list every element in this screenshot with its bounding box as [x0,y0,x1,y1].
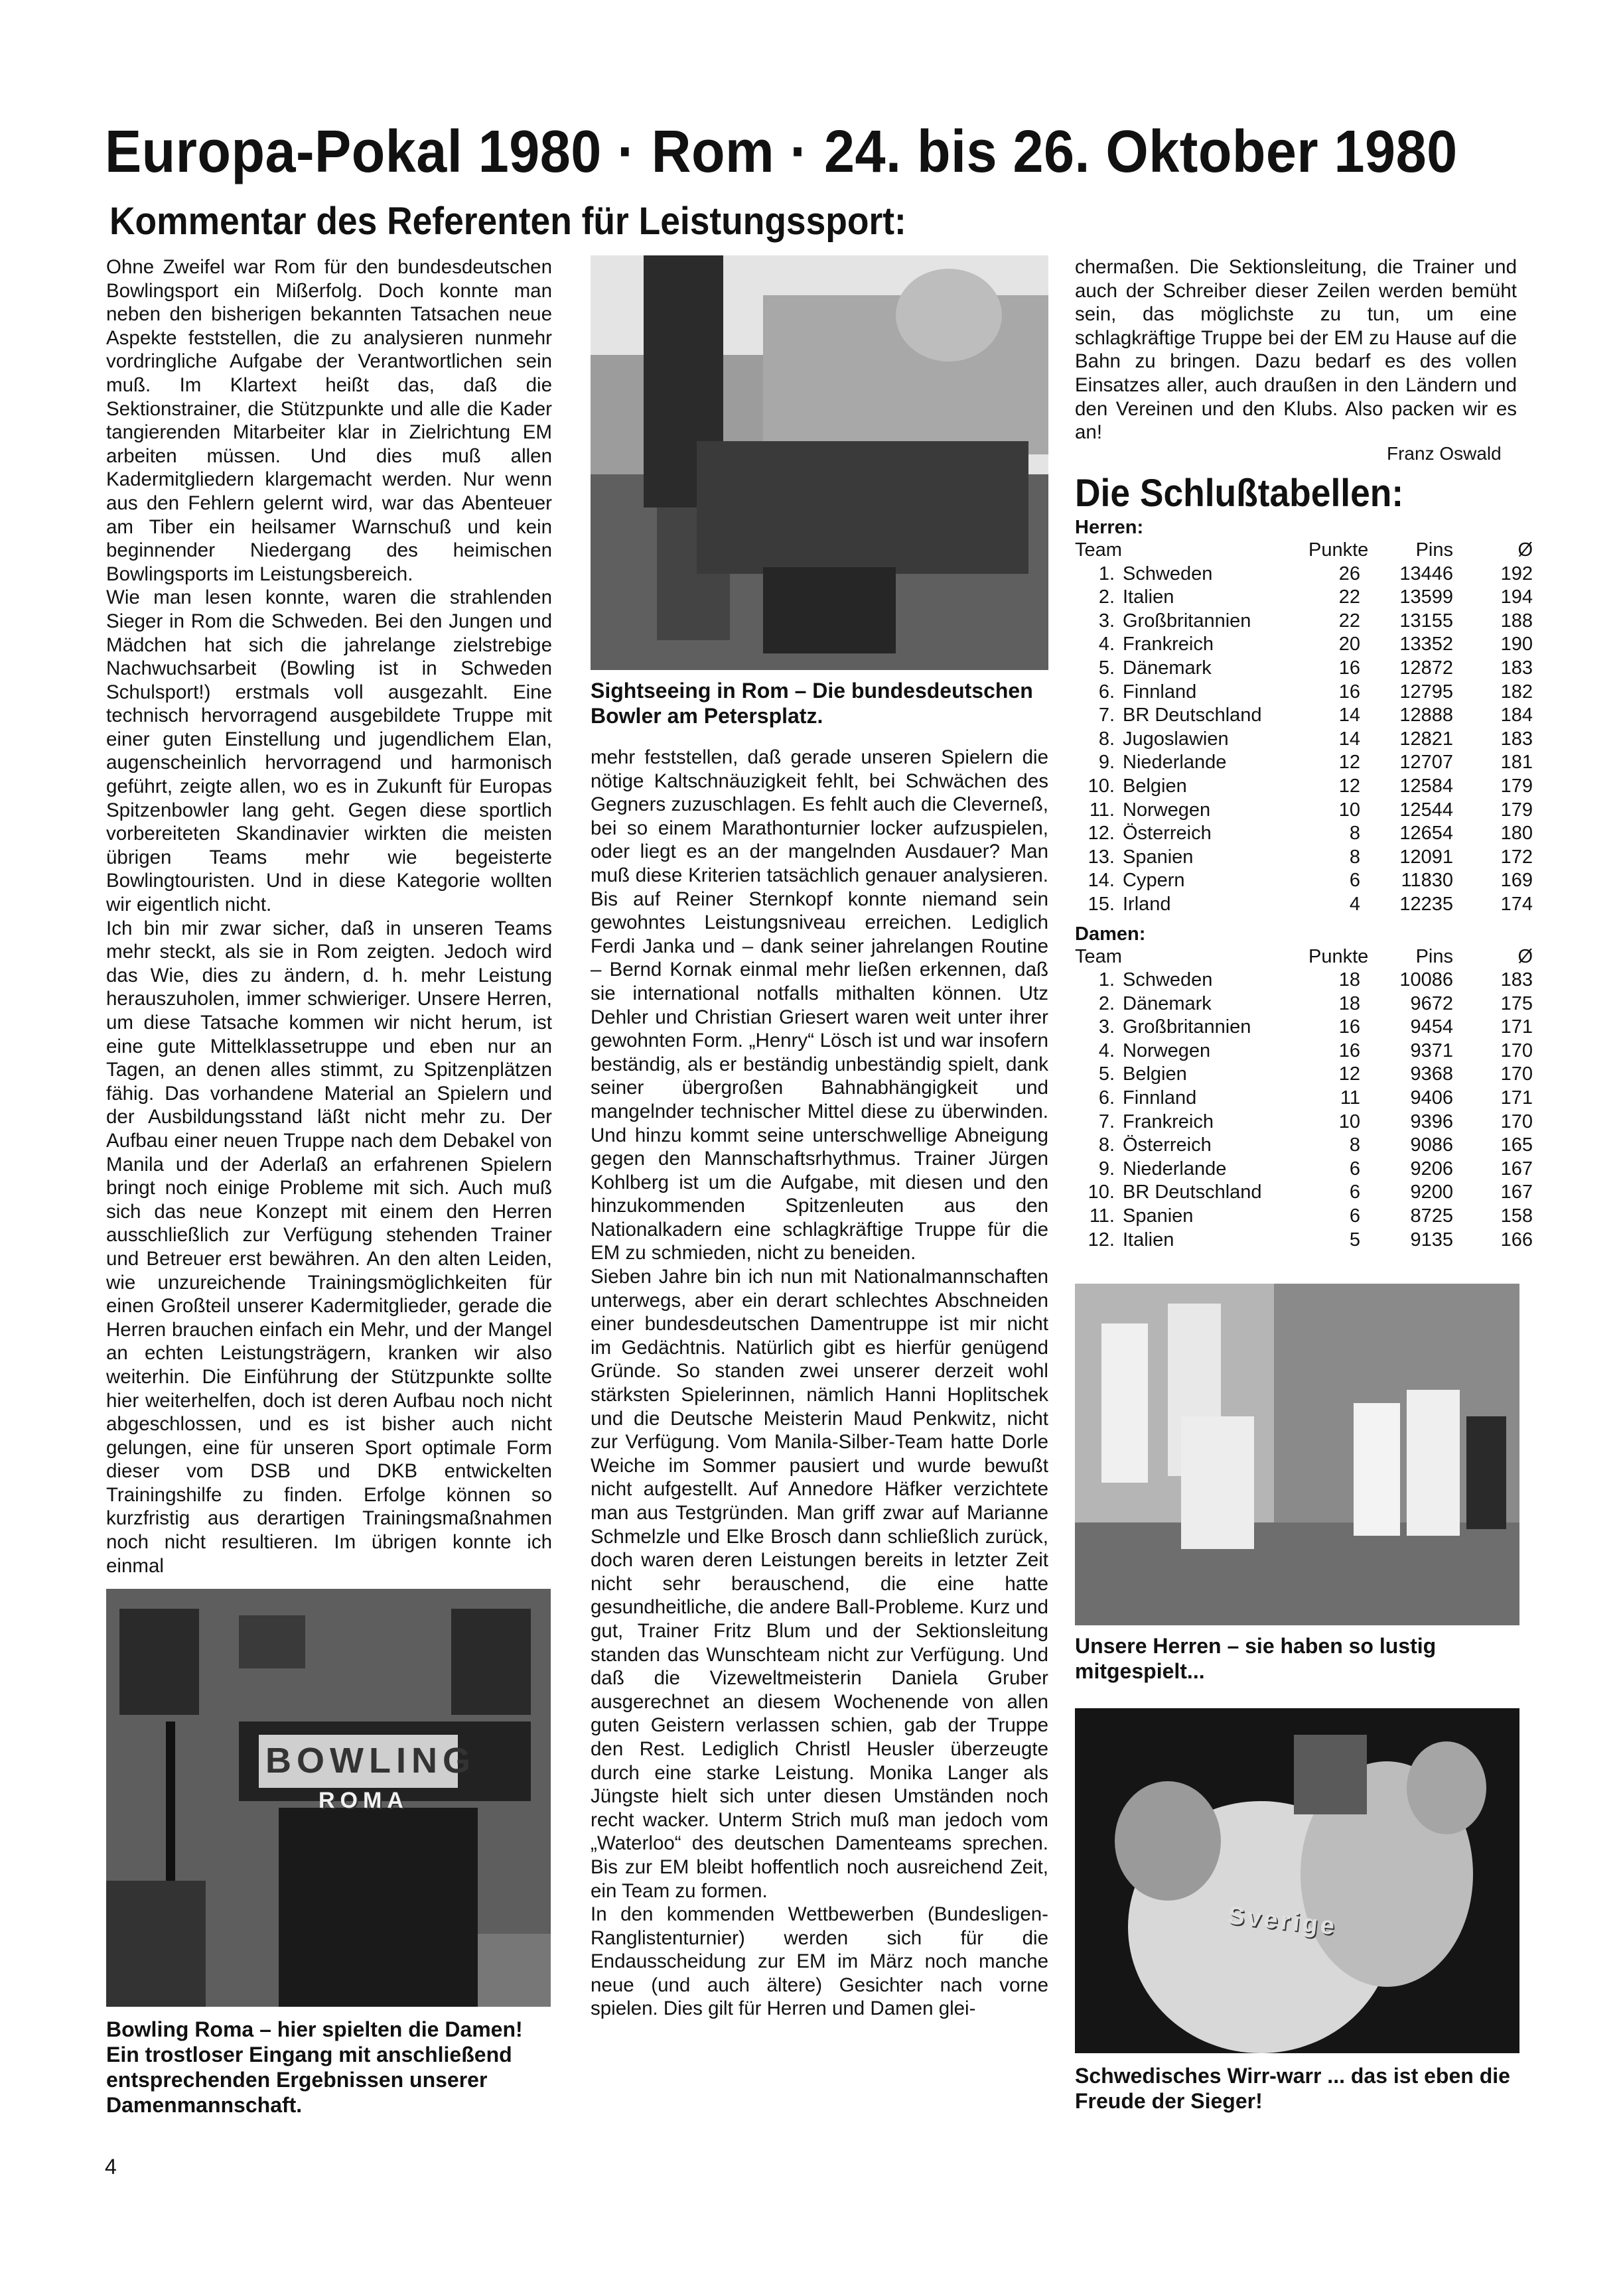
rome-caption: Sightseeing in Rom – Die bundesdeutschen Bowler am Petersplatz. [591,679,1033,728]
table-row [1075,869,1533,893]
header-pins: Pins [1415,945,1453,967]
tables-title: Die Schlußtabellen: [1075,472,1404,515]
table-row [1075,1040,1533,1063]
table-row [1075,1229,1533,1252]
punkte-cell: 6 [1349,1205,1360,1227]
team-cell: Spanien [1123,1205,1194,1227]
punkte-cell: 14 [1338,705,1360,726]
header-pins: Pins [1415,539,1453,561]
team-cell: Schweden [1123,563,1213,584]
rank-cell: 8. [1098,728,1115,750]
pins-cell: 9368 [1410,1063,1453,1085]
rank-cell: 1. [1098,969,1115,991]
average-cell: 179 [1500,775,1533,797]
team-cell: Österreich [1123,1134,1212,1156]
punkte-cell: 6 [1349,1158,1360,1180]
pins-cell: 12091 [1399,846,1453,868]
average-cell: 183 [1500,969,1533,991]
paragraph: Ohne Zweifel war Rom für den bundesdeutschen Bowlingsport ein Mißerfolg. Doch konnte man neben den bisherigen bekannten Tatsachen neue Aspekte feststellen, die zu analysieren nunmehr vordringliche Aufgabe der Verantwortlichen sein muß. Im Klartext heißt das, daß die Sektionstrainer, die Stützpunkte und alle die Kader tangierenden Mitarbeiter klar in Zielrichtung EM arbeiten müssen. Und dies muß allen Kadermitgliedern klargemacht werden. Nur wenn aus den Fehlern gelernt wird, war das Abenteuer am Tiber ein heilsamer Warnschuß und kein beginnender Niedergang des heimischen Bowlingsports im Leistungsbereich. [106,256,552,585]
damen-table-body [1075,969,1533,1252]
team-cell: BR Deutschland [1123,705,1262,726]
rank-cell: 3. [1098,610,1115,632]
final-tables [1075,514,1533,1252]
rank-cell: 9. [1098,1158,1115,1180]
team-cell: Großbritannien [1123,1016,1251,1038]
average-cell: 180 [1500,823,1533,844]
average-cell: 190 [1500,634,1533,655]
punkte-cell: 8 [1349,846,1360,868]
table-row [1075,681,1533,705]
table-row [1075,563,1533,586]
team-cell: Belgien [1123,775,1187,797]
team-cell: Finnland [1123,681,1197,703]
table-row [1075,1111,1533,1134]
team-cell: Cypern [1123,870,1185,892]
team-cell: BR Deutschland [1123,1182,1262,1203]
pins-cell: 9086 [1410,1134,1453,1156]
pins-cell: 13446 [1399,563,1453,584]
team-cell: Österreich [1123,823,1212,844]
table-row [1075,633,1533,657]
schweden-photo-caption: Schwedisches Wirr-warr ... das ist eben die Freude der Sieger! [1075,2064,1510,2113]
header-average: Ø [1517,945,1533,967]
rank-cell: 5. [1098,657,1115,679]
table-row [1075,893,1533,917]
pins-cell: 12584 [1399,775,1453,797]
punkte-cell: 16 [1338,1040,1360,1061]
table-row [1075,1181,1533,1205]
punkte-cell: 8 [1349,1134,1360,1156]
paragraph: Wie man lesen konnte, waren die strahlenden Sieger in Rom die Schweden. Bei den Jungen und Mädchen hat sich die jahrelange zielstrebige Nachwuchsarbeit (Bowling ist in Schweden Schulsport!) erstmals voll ausgezahlt. Eine technisch hervorragend ausgebildete Truppe mit einer guten Einstellung und jugendlichem Elan, augenscheinlich hervorragend und harmonisch geführt, zeigte allen, wo es in Zukunft für Europas Spitzenbowler lang geht. Gegen diese sportlich vorbereiteten Skandinavier wirkten die meisten übrigen Teams mehr wie begeisterte Bowlingtouristen. Und in diese Kategorie wollten wir eigentlich nicht. [106,586,552,916]
average-cell: 179 [1500,799,1533,821]
pins-cell: 12821 [1399,728,1453,750]
table-row [1075,992,1533,1016]
punkte-cell: 18 [1338,992,1360,1014]
table-row [1075,1134,1533,1158]
punkte-cell: 14 [1338,728,1360,750]
rank-cell: 4. [1098,1040,1115,1061]
average-cell: 170 [1500,1063,1533,1085]
rank-cell: 13. [1088,846,1115,868]
schweden-photo-drawing [1075,1708,1519,2053]
pins-cell: 12872 [1399,657,1453,679]
average-cell: 192 [1500,563,1533,584]
average-cell: 171 [1500,1016,1533,1038]
rank-cell: 2. [1098,586,1115,608]
rome-photo-drawing [591,255,1048,670]
table-row [1075,751,1533,775]
article-column-3 [1075,255,1517,444]
rank-cell: 4. [1098,634,1115,655]
team-cell: Belgien [1123,1063,1187,1085]
header-punkte: Punkte [1308,539,1369,561]
punkte-cell: 20 [1338,634,1360,655]
schweden-photo [1075,1708,1519,2053]
punkte-cell: 16 [1338,657,1360,679]
paragraph: chermaßen. Die Sektionsleitung, die Trainer und auch der Schreiber dieser Zeilen werden bemüht sein, das möglichste zu tun, um eine schlagkräftige Truppe bei der EM zu Hause auf die Bahn zu bringen. Dazu bedarf es des vollen Einsatzes aller, auch draußen in den Ländern und den Vereinen und den Klubs. Also packen wir es an! [1075,256,1517,444]
table-row [1075,1016,1533,1040]
team-cell: Niederlande [1123,1158,1227,1180]
table-row [1075,1063,1533,1087]
pins-cell: 9200 [1410,1182,1453,1203]
table-row [1075,1205,1533,1229]
herren-label: Herren: [1075,517,1144,538]
table-row [1075,1087,1533,1111]
average-cell: 181 [1500,752,1533,774]
average-cell: 170 [1500,1111,1533,1132]
rank-cell: 2. [1098,992,1115,1014]
herren-table-body [1075,563,1533,917]
rank-cell: 11. [1089,1205,1115,1227]
author-signature: Franz Oswald [1387,443,1502,464]
rome-petersplatz-photo [591,255,1048,670]
page-number: 4 [105,2155,117,2179]
punkte-cell: 22 [1338,586,1360,608]
average-cell: 183 [1500,657,1533,679]
average-cell: 170 [1500,1040,1533,1061]
punkte-cell: 8 [1349,823,1360,844]
rank-cell: 14. [1088,870,1115,892]
average-cell: 171 [1500,1087,1533,1109]
table-row [1075,799,1533,823]
pins-cell: 12544 [1399,799,1453,821]
punkte-cell: 12 [1338,1063,1360,1085]
pins-cell: 9396 [1410,1111,1453,1132]
punkte-cell: 12 [1338,752,1360,774]
herren-photo-caption: Unsere Herren – sie haben so lustig mitgespielt... [1075,1634,1437,1683]
average-cell: 165 [1500,1134,1533,1156]
team-cell: Italien [1123,1229,1174,1250]
punkte-cell: 22 [1338,610,1360,632]
team-cell: Italien [1123,586,1174,608]
herren-photo-drawing [1075,1284,1519,1625]
pins-cell: 8725 [1410,1205,1453,1227]
bowling-roma-photo [106,1589,551,2007]
average-cell: 172 [1500,846,1533,868]
punkte-cell: 5 [1349,1229,1360,1250]
punkte-cell: 12 [1338,775,1360,797]
pins-cell: 12707 [1399,752,1453,774]
average-cell: 167 [1500,1182,1533,1203]
pins-cell: 9454 [1410,1016,1453,1038]
punkte-cell: 18 [1338,969,1360,991]
team-cell: Norwegen [1123,799,1211,821]
average-cell: 174 [1500,893,1533,915]
pins-cell: 12235 [1399,893,1453,915]
pins-cell: 9672 [1410,992,1453,1014]
punkte-cell: 4 [1349,893,1360,915]
rank-cell: 8. [1098,1134,1115,1156]
rank-cell: 10. [1088,1182,1115,1203]
article-column-2 [591,746,1048,2021]
pins-cell: 10086 [1399,969,1453,991]
average-cell: 183 [1500,728,1533,750]
sverige-shirt-text: Sverige [1226,1901,1339,1941]
team-cell: Jugoslawien [1123,728,1229,750]
table-row [1075,822,1533,846]
punkte-cell: 16 [1338,1016,1360,1038]
pins-cell: 12654 [1399,823,1453,844]
average-cell: 158 [1500,1205,1533,1227]
rank-cell: 15. [1088,893,1115,915]
headline: Europa-Pokal 1980 · Rom · 24. bis 26. Oktober 1980 [105,119,1458,185]
punkte-cell: 6 [1349,870,1360,892]
rank-cell: 1. [1098,563,1115,584]
pins-cell: 11830 [1401,870,1453,892]
pins-cell: 9371 [1410,1040,1453,1061]
average-cell: 188 [1500,610,1533,632]
pins-cell: 13155 [1399,610,1453,632]
rank-cell: 5. [1098,1063,1115,1085]
herren-table-header [1075,539,1533,563]
team-cell: Spanien [1123,846,1194,868]
table-row [1075,657,1533,681]
pins-cell: 9406 [1410,1087,1453,1109]
team-cell: Finnland [1123,1087,1197,1109]
team-cell: Frankreich [1123,1111,1214,1132]
punkte-cell: 6 [1349,1182,1360,1203]
rank-cell: 11. [1089,799,1115,821]
average-cell: 175 [1500,992,1533,1014]
table-row [1075,586,1533,610]
average-cell: 194 [1500,586,1533,608]
damen-table-header [1075,945,1533,969]
table-row [1075,775,1533,799]
average-cell: 169 [1500,870,1533,892]
table-row [1075,846,1533,870]
team-cell: Niederlande [1123,752,1227,774]
team-cell: Frankreich [1123,634,1214,655]
rank-cell: 9. [1098,752,1115,774]
average-cell: 166 [1500,1229,1533,1250]
article-column-1 [106,255,552,1578]
team-cell: Irland [1123,893,1171,915]
paragraph: Sieben Jahre bin ich nun mit Nationalmannschaften unterwegs, aber ein derart schlechtes Abschneiden einer bundesdeutschen Damentruppe ist mir nicht im Gedächtnis. Natürlich gibt es hierfür genügend Gründe. So standen zwei unserer derzeit wohl stärksten Spielerinnen, nämlich Hanni Hoplitschek und die Deutsche Meisterin Maud Penkwitz, nicht zur Verfügung. Vom Manila-Silber-Team hatte Dorle Weiche im Sommer pausiert und wurde bewußt nicht aufgestellt. Auf Annedore Häfker verzichtete man aus Testgründen. Man griff zwar auf Marianne Schmelzle und Elke Brosch dann schließlich zurück, doch waren deren Leistungen bereits in letzter Zeit nicht sehr berauschend, die eine hatte gesundheitliche, die andere Ball-Probleme. Kurz und gut, Trainer Fritz Blum und der Sektionsleitung standen das Wunschteam nicht zur Verfügung. Und daß die Vizeweltmeisterin Daniela Gruber ausgerechnet an diesem Wochenende von allen guten Geistern verlassen schien, gab der Truppe den Rest. Lediglich Christl Heusler überzeugte durch eine starke Leistung. Monika Langer als Jüngste hielt sich unter diesen Umständen noch recht wacker. Unterm Strich muß man jedoch vom „Waterloo“ des deutschen Damenteams sprechen. Bis zur EM bleibt hoffentlich noch ausreichend Zeit, ein Team zu formen. [591,1266,1048,1902]
header-punkte: Punkte [1308,945,1369,967]
bowling-roma-caption: Bowling Roma – hier spielten die Damen! Ein trostloser Eingang mit anschließend entsprechenden Ergebnissen unserer Damenmannschaft. [106,2017,523,2117]
rank-cell: 7. [1098,705,1115,726]
paragraph: mehr feststellen, daß gerade unseren Spielern die nötige Kaltschnäuzigkeit fehlt, bei Schwächen des Gegners zuzuschlagen. Es fehlt auch die Cleverneß, bei so einem Marathonturnier locker aufzuspielen, oder liegt es an der mangelnden Ausdauer? Man muß diese Kriterien tatsächlich genauer analysieren. Bis auf Reiner Sternkopf konnte niemand sein gewohntes Leistungsniveau erreichen. Lediglich Ferdi Janka und – dank seiner jahrelangen Routine – Bernd Kornak einmal mehr ließen erkennen, daß sie international notfalls mithalten können. Utz Dehler und Christian Griesert waren weit unter ihrer gewohnten Form. „Henry“ Lösch ist und war insofern beständig, als er beständig unbeständig spielt, dank seiner übergroßen Bahnabhängigkeit und mangelnder technischer Mittel diese zu überwinden. Und hinzu kommt seine unterschwellige Abneigung gegen den Mannschaftsrhythmus. Trainer Jürgen Kohlberg ist um die Aufgabe, mit diesen und den hinzukommenden Spitzenleuten aus den Nationalkadern eine schlagkräftige Truppe für die EM zu schmieden, nicht zu beneiden. [591,746,1048,1264]
team-cell: Schweden [1123,969,1213,991]
rank-cell: 3. [1098,1016,1115,1038]
rank-cell: 12. [1088,1229,1115,1250]
header-team: Team [1075,539,1122,561]
bowling-sign: BOWLING [265,1741,476,1781]
rank-cell: 12. [1088,823,1115,844]
pins-cell: 12795 [1399,681,1453,703]
header-team: Team [1075,945,1122,967]
punkte-cell: 10 [1338,799,1360,821]
rank-cell: 10. [1088,775,1115,797]
roma-sign: ROMA [318,1788,409,1813]
punkte-cell: 10 [1338,1111,1360,1132]
rank-cell: 6. [1098,681,1115,703]
team-cell: Dänemark [1123,657,1212,679]
pins-cell: 13352 [1399,634,1453,655]
average-cell: 182 [1500,681,1533,703]
average-cell: 167 [1500,1158,1533,1180]
rank-cell: 6. [1098,1087,1115,1109]
table-row [1075,610,1533,634]
table-row [1075,728,1533,752]
subheadline: Kommentar des Referenten für Leistungssport: [109,200,906,243]
header-average: Ø [1517,539,1533,561]
team-cell: Großbritannien [1123,610,1251,632]
pins-cell: 12888 [1399,705,1453,726]
herren-team-photo [1075,1284,1519,1625]
pins-cell: 13599 [1399,586,1453,608]
table-row [1075,1158,1533,1182]
paragraph: Ich bin mir zwar sicher, daß in unseren Teams mehr steckt, als sie in Rom zeigten. Jedoch wird das Wie, dies zu ändern, d. h. mehr Leistung herauszuholen, immer schwieriger. Unsere Herren, um diese Tatsache kommen wir nicht herum, ist eine gute Mittelklassetruppe und eben nur an Tagen, an denen alles stimmt, zu Spitzenplätzen fähig. Das vorhandene Material an Spielern und der Ausbildungsstand läßt nicht mehr zu. Der Aufbau einer neuen Truppe nach dem Debakel von Manila und der Aderlaß an erfahrenen Spielern bringt noch einige Probleme mit sich. Auch muß sich das neue Konzept mit einem den Herren ausschließlich zur Verfügung stehenden Trainer und Betreuer erst bewähren. An den alten Leiden, wie unzureichende Trainingsmöglichkeiten für einen Großteil unserer Kadermitglieder, gerade die Herren brauchen einfach ein Mehr, und der Mangel an echten Leistungsträgern, kranken wir also weiterhin. Die Einführung der Stützpunkte sollte hier weiterhelfen, doch ist deren Aufbau noch nicht abgeschlossen, und es ist bisher auch nicht gelungen, eine für unseren Sport optimale Form dieser vom DSB und DKB entwickelten Trainingshilfe zu finden. Erfolge können so kurzfristig aus derartigen Trainingsmaßnahmen noch nicht resultieren. Im übrigen konnte ich einmal [106,917,552,1577]
paragraph: In den kommenden Wettbewerben (Bundesligen-Ranglistenturnier) werden sich für die Endausscheidung zur EM im März noch manche neue (und auch ältere) Gesichter nach vorne spielen. Dies gilt für Herren und Damen glei- [591,1903,1048,2020]
punkte-cell: 16 [1338,681,1360,703]
average-cell: 184 [1500,705,1533,726]
punkte-cell: 26 [1338,563,1360,584]
table-row [1075,969,1533,992]
pins-cell: 9206 [1410,1158,1453,1180]
damen-label: Damen: [1075,923,1146,945]
pins-cell: 9135 [1410,1229,1453,1250]
team-cell: Norwegen [1123,1040,1211,1061]
rank-cell: 7. [1098,1111,1115,1132]
punkte-cell: 11 [1340,1087,1360,1109]
table-row [1075,704,1533,728]
team-cell: Dänemark [1123,992,1212,1014]
